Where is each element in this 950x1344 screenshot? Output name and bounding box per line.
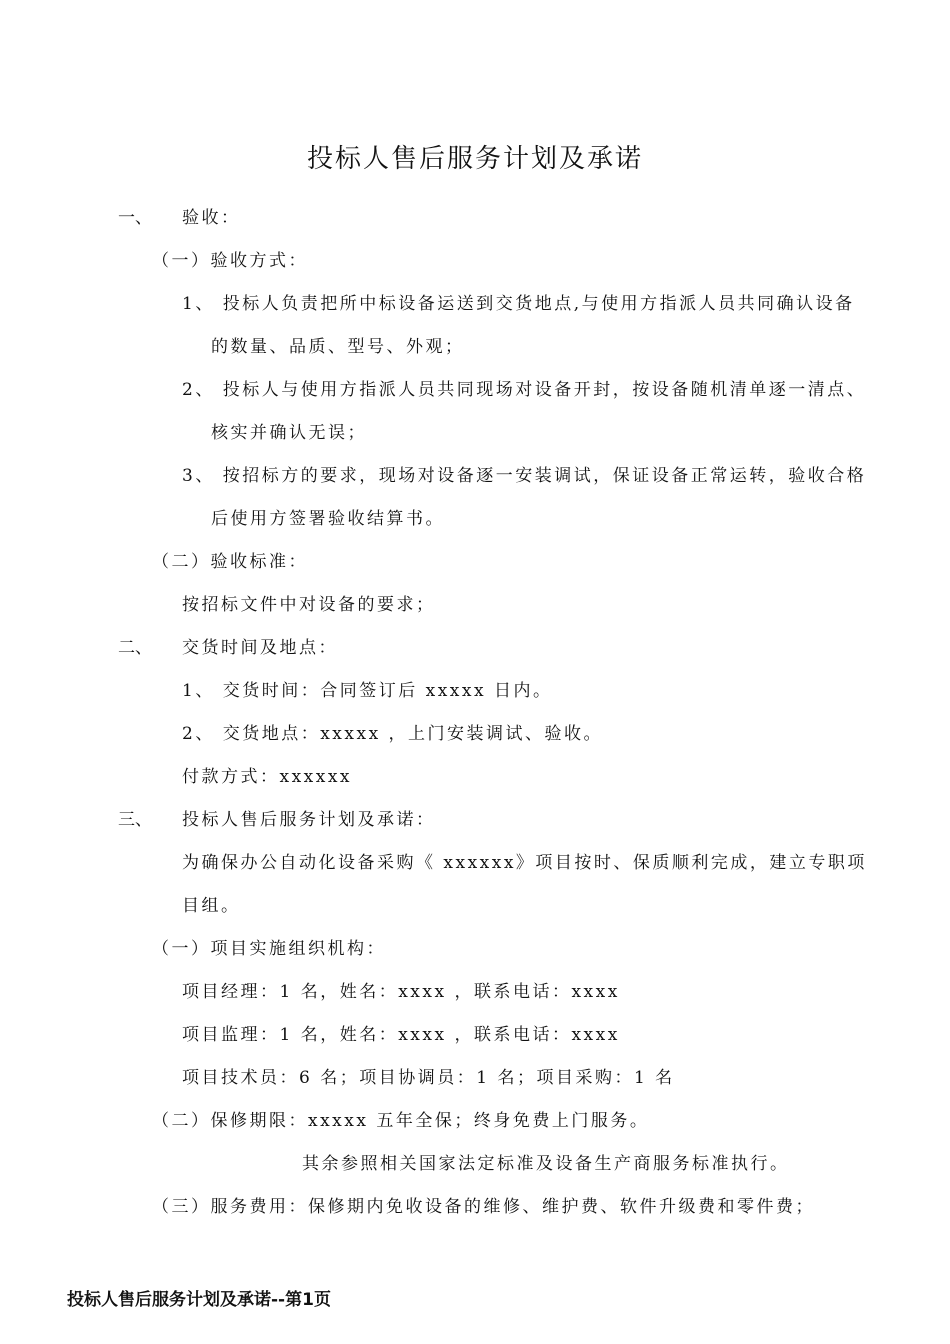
section-2-item1: 1、 交货时间：合同签订后 xxxxx 日内。 xyxy=(182,681,553,701)
section-2-item2: 2、 交货地点：xxxxx ，上门安装调试、验收。 xyxy=(182,724,604,744)
section-1-label: 验收： xyxy=(182,208,241,228)
section-1-sub2-text: 按招标文件中对设备的要求； xyxy=(182,595,436,615)
section-3-sub2-note: 其余参照相关国家法定标准及设备生产商服务标准执行。 xyxy=(302,1154,790,1174)
section-2-label: 交货时间及地点： xyxy=(182,638,338,658)
section-1-sub1-heading: （一）验收方式： xyxy=(152,251,308,271)
section-1-item1-line1: 1、 投标人负责把所中标设备运送到交货地点,与使用方指派人员共同确认设备 xyxy=(182,294,855,314)
section-1-item1-line2: 的数量、品质、型号、外观； xyxy=(211,337,465,357)
page-title: 投标人售后服务计划及承诺 xyxy=(306,144,643,174)
section-3-staff: 项目技术员：6 名；项目协调员：1 名；项目采购：1 名 xyxy=(182,1068,675,1088)
section-2-payment: 付款方式：xxxxxx xyxy=(182,767,353,787)
section-1-item2-line2: 核实并确认无误； xyxy=(211,423,367,443)
section-1-item3-line2: 后使用方签署验收结算书。 xyxy=(211,509,445,529)
section-2-number: 二、 xyxy=(118,638,152,658)
section-1-item2-line1: 2、 投标人与使用方指派人员共同现场对设备开封，按设备随机清单逐一清点、 xyxy=(182,380,867,400)
section-1-number: 一、 xyxy=(118,208,152,228)
section-3-sub2-heading: （二）保修期限：xxxxx 五年全保；终身免费上门服务。 xyxy=(152,1111,650,1131)
section-3-intro-line1: 为确保办公自动化设备采购《 xxxxxx》项目按时、保质顺利完成，建立专职项 xyxy=(182,853,867,873)
section-3-manager: 项目经理：1 名，姓名：xxxx ，联系电话：xxxx xyxy=(182,982,620,1002)
section-3-label: 投标人售后服务计划及承诺： xyxy=(182,810,436,830)
section-3-sub3-heading: （三）服务费用：保修期内免收设备的维修、维护费、软件升级费和零件费； xyxy=(152,1197,815,1217)
section-3-number: 三、 xyxy=(118,810,152,830)
section-1-sub2-heading: （二）验收标准： xyxy=(152,552,308,572)
section-1-item3-line1: 3、 按招标方的要求，现场对设备逐一安装调试，保证设备正常运转，验收合格 xyxy=(182,466,867,486)
section-3-intro-line2: 目组。 xyxy=(182,896,241,916)
page-footer: 投标人售后服务计划及承诺--第1页 xyxy=(67,1290,331,1310)
section-3-sub1-heading: （一）项目实施组织机构： xyxy=(152,939,386,959)
section-3-supervisor: 项目监理：1 名，姓名：xxxx ，联系电话：xxxx xyxy=(182,1025,620,1045)
